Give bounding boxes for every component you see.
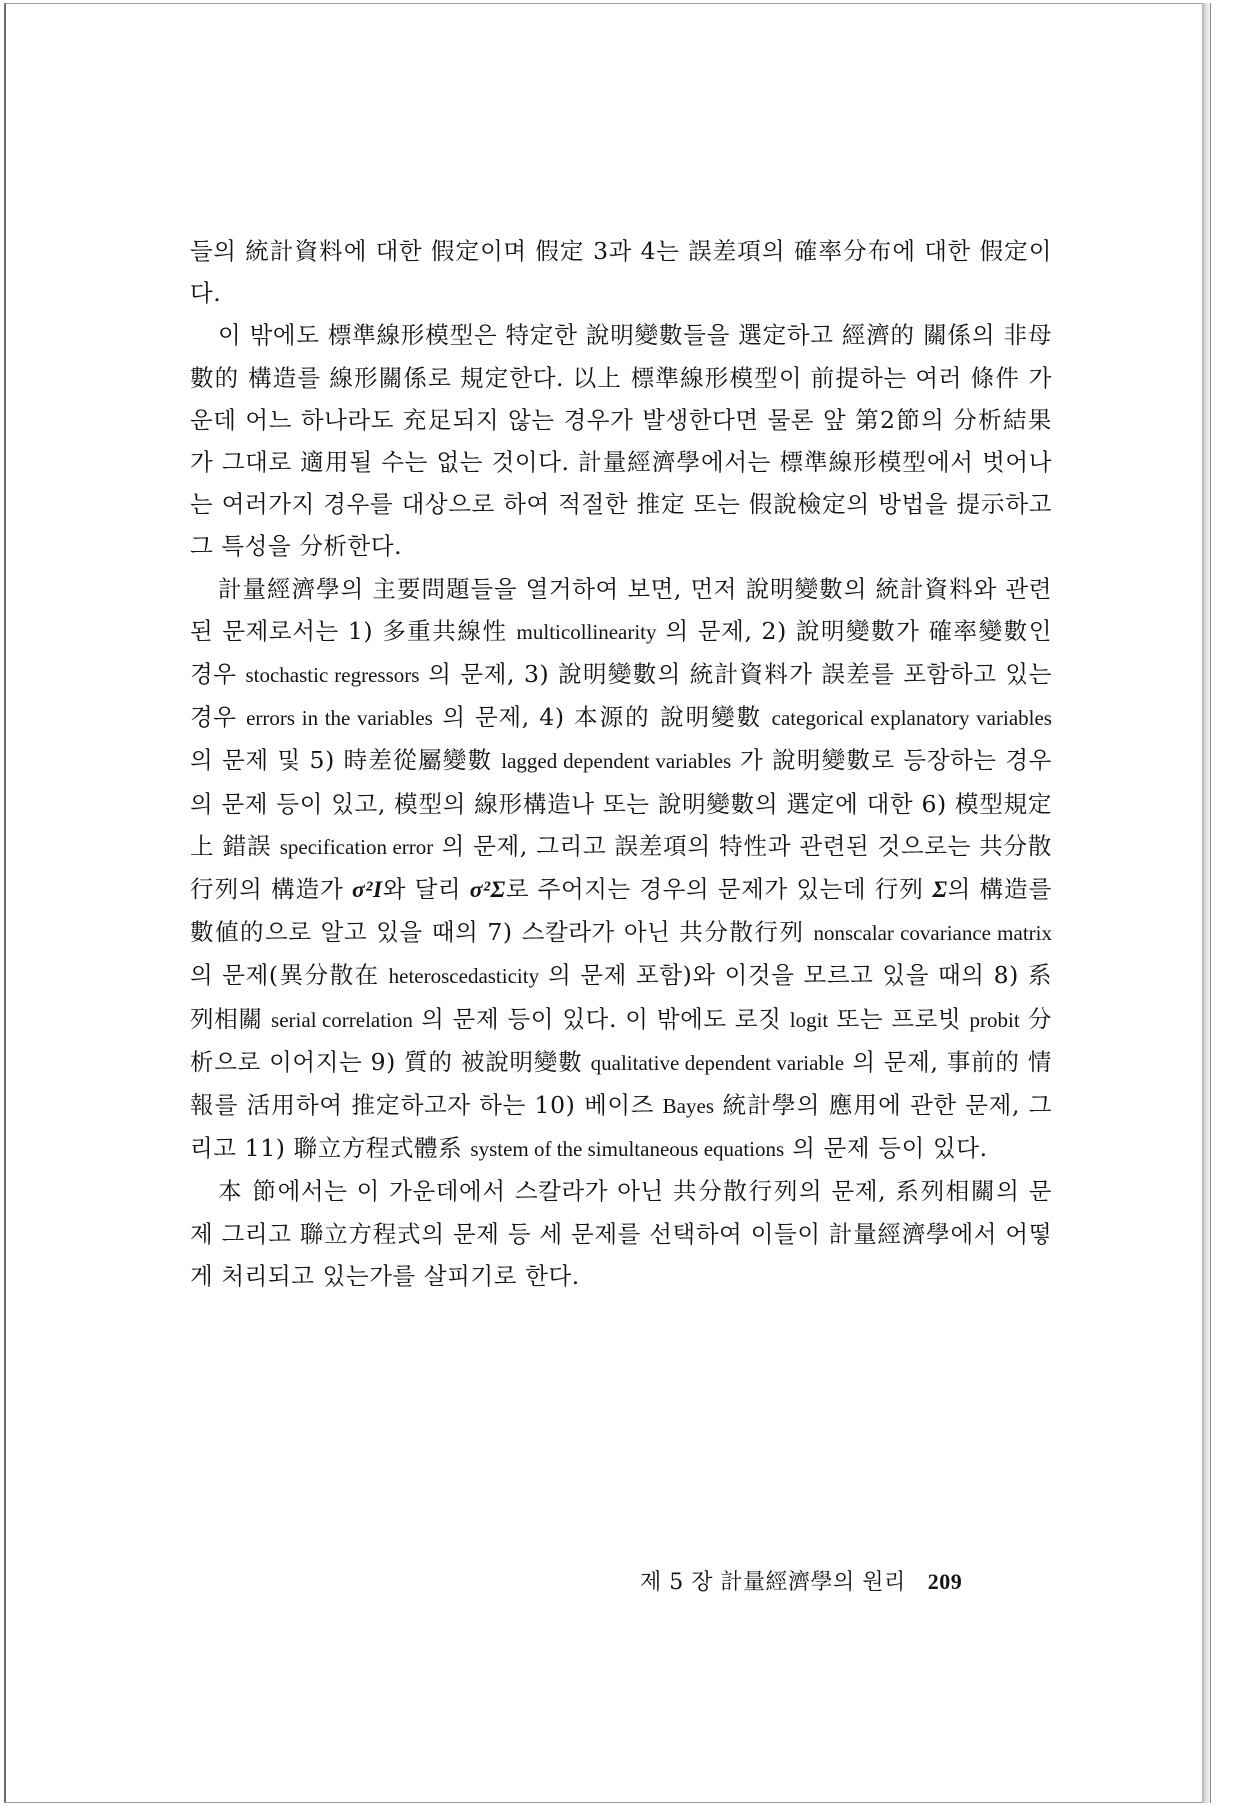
paragraph-text: 의 문제 포함)와 이것을 모르고 있을 때의 8) 系列相關 [190,961,1052,1033]
math-symbol: σ²I [352,877,383,904]
english-term: probit [969,1007,1020,1032]
paragraph-text: 의 문제, 4) 本源的 說明變數 [432,703,772,732]
page-edge-shadow [1202,3,1210,1803]
paragraph-main-problems [190,568,1052,1171]
paragraph-text: 이 밖에도 標準線形模型은 特定한 說明變數들을 選定하고 經濟的 關係의 非母數的 構造를 線形關係로 規定한다. 以上 標準線形模型이 前提하는 여러 條件 가운데 어느 하나라도 充足되지 않는 경우가 발생한다면 물론 앞 第2節의 分析結果가 그대로 適用될 수는 없는 것이다. 計量經濟學에서는 標準線形模型에서 벗어나는 여러가지 경우를 대상으로 하여 적절한 推定 또는 假說檢定의 방법을 提示하고 그 특성을 分析한다. [190,321,1052,561]
english-term: Bayes [662,1094,714,1119]
english-term: qualitative dependent variable [590,1050,845,1075]
paragraph-text: 와 달리 [382,875,470,904]
paragraph-text: 로 주어지는 경우의 문제가 있는데 行列 [505,875,933,904]
paragraph-text: 의 構造를 數値的으로 알고 있을 때의 7) 스칼라가 아닌 共分散行列 [190,875,1052,947]
paragraph-text: 들의 統計資料에 대한 假定이며 假定 3과 4는 誤差項의 確率分布에 대한 假定이다. [190,237,1052,308]
paragraph-section-scope [190,1170,1052,1297]
paragraph-text: 의 문제(異分散在 [190,961,389,990]
paragraph-text: 分析으로 이어지는 9) 質的 被說明變數 [190,1004,1053,1076]
english-term: heteroscedasticity [388,964,540,989]
paragraph-text: 計量經濟學의 主要問題들을 열거하여 보면, 먼저 說明變數의 統計資料와 관련된 문제로서는 1) 多重共線性 [190,574,1052,645]
english-term: serial correlation [271,1007,413,1032]
body-text [190,230,1052,1297]
paragraph-text: 또는 프로빗 [828,1004,970,1033]
math-symbol: σ²Σ [469,877,506,904]
english-term: system of the simultaneous equations [470,1137,785,1162]
paragraph-continuation [190,230,1052,314]
paragraph-text: 의 문제 등이 있다. 이 밖에도 로짓 [412,1004,790,1033]
english-term: multicollinearity [516,619,657,644]
page-number: 209 [927,1569,963,1594]
page-edge-line [1210,3,1211,1803]
english-term: specification error [279,834,434,859]
english-term: stochastic regressors [245,663,420,688]
paragraph-text: 의 문제, 그리고 誤差項의 特性과 관련된 것으로는 共分散行列의 構造가 [190,831,1052,904]
paragraph-text: 統計學의 應用에 관한 문제, 그리고 11) 聯立方程式體系 [190,1091,1052,1163]
paragraph-text: 의 문제, 3) 說明變數의 統計資料가 誤差를 포함하고 있는 경우 [190,660,1052,732]
english-term: errors in the variables [246,706,433,731]
paragraph-text: 의 문제, 事前的 情報를 活用하여 推定하고자 하는 10) 베이즈 [190,1047,1052,1120]
paragraph-text: 의 문제 및 5) 時差從屬變數 [190,746,502,775]
paragraph-text: 의 문제 등이 있다. [784,1134,988,1163]
paragraph-text: 의 문제, 2) 說明變數가 確率變數인 경우 [190,616,1052,689]
paragraph-standard-model [190,314,1052,567]
running-head: 제 5 장 計量經濟學의 원리 [640,1570,906,1595]
english-term: nonscalar covariance matrix [813,921,1052,946]
math-symbol: Σ [932,877,948,904]
page-footer [640,1565,1020,1596]
paragraph-text: 本 節에서는 이 가운데에서 스칼라가 아닌 共分散行列의 문제, 系列相關의 문제 그리고 聯立方程式의 문제 등 세 문제를 선택하여 이들이 計量經濟學에서 어떻게 처리되고 있는가를 살피기로 한다. [190,1177,1052,1290]
english-term: categorical explanatory variables [771,706,1052,731]
english-term: logit [789,1007,829,1032]
english-term: lagged dependent variables [501,749,732,774]
paragraph-text: 가 說明變數로 등장하는 경우의 문제 등이 있고, 模型의 線形構造나 또는 說明變數의 選定에 대한 6) 模型規定上 錯誤 [190,746,1052,860]
